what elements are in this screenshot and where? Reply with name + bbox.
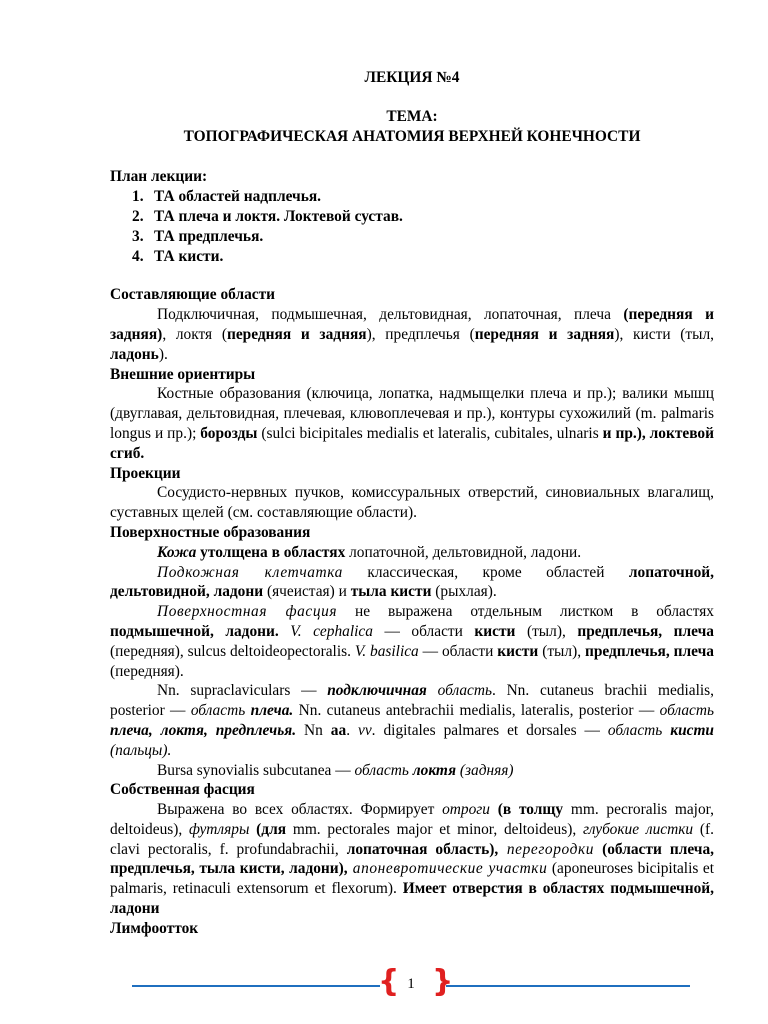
section-heading-lymph: Лимфоотток bbox=[110, 919, 199, 937]
footer-rule-left bbox=[132, 985, 380, 987]
plan-item: 3. ТА предплечья. bbox=[132, 227, 264, 245]
footer-rule-right bbox=[446, 985, 690, 987]
topic-label: ТЕМА: bbox=[386, 107, 438, 125]
section-heading-surface: Поверхностные образования bbox=[110, 523, 311, 541]
superficial-fascia-paragraph: Поверхностная фасция не выражена отдельным листком в областях подмышечной, ладони. V. cephalica — области кисти (тыл), предплечья, плеча (передняя), sulcus deltoideopectoralis. V. basilica — области кисти (тыл), предплечья, плеча (передняя). bbox=[110, 603, 714, 680]
section-heading-projections: Проекции bbox=[110, 464, 181, 482]
regions-paragraph: Подключичная, подмышечная, дельтовидная, лопаточная, плеча (передняя и задняя), локтя (передняя и задняя), предплечья (передняя и задняя), кисти (тыл, ладонь). bbox=[110, 306, 714, 363]
topic-title: ТОПОГРАФИЧЕСКАЯ АНАТОМИЯ ВЕРХНЕЙ КОНЕЧНОСТИ bbox=[183, 127, 641, 145]
plan-item: 4. ТА кисти. bbox=[132, 247, 224, 265]
landmarks-paragraph: Костные образования (ключица, лопатка, надмыщелки плеча и пр.); валики мышц (двуглавая, дельтовидная, плечевая, клювоплечевая и пр.), контуры сухожилий (m. palmaris longus и пр.); борозды (sulci bicipitales medialis et lateralis, cubitales, ulnaris и пр.), локтевой сгиб. bbox=[110, 385, 714, 462]
left-brace-icon: { bbox=[378, 964, 400, 999]
plan-item: 2. ТА плеча и локтя. Локтевой сустав. bbox=[132, 207, 403, 225]
plan-list bbox=[110, 187, 714, 266]
subcutaneous-paragraph: Подкожная клетчатка классическая, кроме областей лопаточной, дельтовидной, ладони (ячеистая) и тыла кисти (рыхлая). bbox=[110, 563, 714, 601]
plan-item: 1. ТА областей надплечья. bbox=[132, 188, 322, 206]
lecture-page bbox=[110, 68, 714, 939]
nerves-paragraph: Nn. supraclaviculars — подключичная область. Nn. cutaneus brachii medialis, posterior — область плеча. Nn. cutaneus antebrachii medialis, lateralis, posterior — область плеча, локтя, предплечья. Nn aa. vv. digitales palmares et dorsales — область кисти (пальцы). bbox=[110, 682, 714, 759]
lecture-number: ЛЕКЦИЯ №4 bbox=[364, 69, 460, 86]
bursa-paragraph: Bursa synovialis subcutanea — область локтя (задняя) bbox=[157, 761, 514, 779]
page-number: 1 bbox=[407, 976, 415, 992]
own-fascia-paragraph: Выражена во всех областях. Формирует отроги (в толщу mm. pecroralis major, deltoideus), футляры (для mm. pectorales major et minor, deltoideus), глубокие листки (f. clavi pectoralis, f. profundabrachii, лопаточная область), перегородки (области плеча, предплечья, тыла кисти, ладони), апоневротические участки (aponeuroses bicipitalis et palmaris, retinaculi extensorum et flexorum). Имеет отверстия в областях подмышечной, ладони bbox=[110, 801, 715, 918]
skin-paragraph: Кожа утолщена в областях лопаточной, дельтовидной, ладони. bbox=[157, 543, 582, 561]
plan-title: План лекции: bbox=[110, 168, 208, 186]
projections-paragraph: Сосудисто-нервных пучков, комиссуральных отверстий, синовиальных влагалищ, суставных щелей (см. составляющие области). bbox=[110, 484, 714, 522]
right-brace-icon: } bbox=[432, 964, 454, 999]
section-heading-landmarks: Внешние ориентиры bbox=[110, 365, 256, 383]
section-heading-regions: Составляющие области bbox=[110, 286, 276, 304]
section-heading-own-fascia: Собственная фасция bbox=[110, 781, 255, 799]
